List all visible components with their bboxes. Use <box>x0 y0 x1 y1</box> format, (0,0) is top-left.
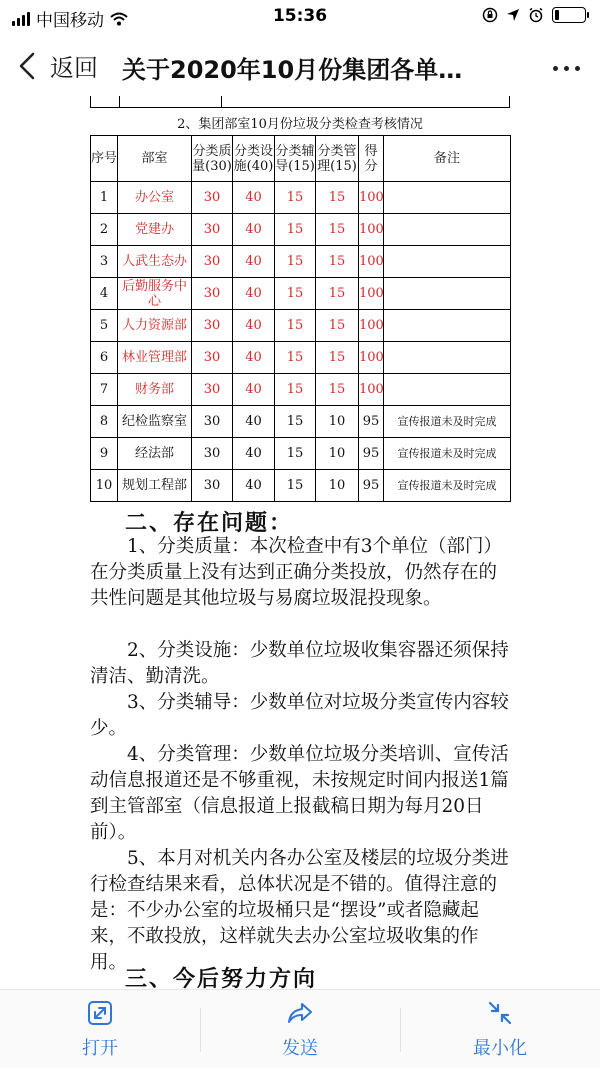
header-cell: 分类设施(40) <box>233 136 275 182</box>
row-number: 10 <box>91 470 118 502</box>
guidance-score: 15 <box>275 438 316 470</box>
previous-table-edge <box>90 96 510 108</box>
more-options-button[interactable] <box>553 66 580 71</box>
total-score: 100 <box>359 310 384 342</box>
facility-score: 40 <box>233 310 275 342</box>
quality-score: 30 <box>192 246 233 278</box>
facility-score: 40 <box>233 406 275 438</box>
toolbar-divider <box>200 1008 201 1052</box>
row-number: 8 <box>91 406 118 438</box>
alarm-icon <box>528 7 544 23</box>
toolbar-divider <box>400 1008 401 1052</box>
table-row <box>91 214 511 246</box>
facility-score: 40 <box>233 470 275 502</box>
back-button[interactable] <box>18 48 98 83</box>
facility-score: 40 <box>233 278 275 310</box>
document-view[interactable] <box>0 96 600 989</box>
paragraph: 1、分类质量：本次检查中有3个单位（部门）在分类质量上没有达到正确分类投放，仍然存在的共性问题是其他垃圾与易腐垃圾混投现象。 <box>90 536 503 609</box>
table-row <box>91 470 511 502</box>
share-arrow-icon <box>287 1000 313 1026</box>
table-row <box>91 246 511 278</box>
total-score: 100 <box>359 374 384 406</box>
orientation-lock-icon <box>482 7 498 23</box>
dept-name: 党建办 <box>118 214 192 246</box>
management-score: 15 <box>316 182 359 214</box>
guidance-score: 15 <box>275 182 316 214</box>
quality-score: 30 <box>192 278 233 310</box>
row-number: 6 <box>91 342 118 374</box>
guidance-score: 15 <box>275 406 316 438</box>
paragraph: 3、分类辅导：少数单位对垃圾分类宣传内容较少。 <box>90 692 509 739</box>
status-time: 15:36 <box>272 6 328 26</box>
back-label: 返回 <box>50 54 98 82</box>
battery-level <box>555 10 559 20</box>
status-bar <box>0 0 600 34</box>
dept-name: 人力资源部 <box>118 310 192 342</box>
guidance-score: 15 <box>275 214 316 246</box>
management-score: 10 <box>316 470 359 502</box>
quality-score: 30 <box>192 214 233 246</box>
table-row <box>91 182 511 214</box>
guidance-score: 15 <box>275 310 316 342</box>
facility-score: 40 <box>233 214 275 246</box>
dept-name: 规划工程部 <box>118 470 192 502</box>
header-cell: 分类辅导(15) <box>275 136 316 182</box>
guidance-score: 15 <box>275 342 316 374</box>
quality-score: 30 <box>192 438 233 470</box>
management-score: 15 <box>316 342 359 374</box>
quality-score: 30 <box>192 182 233 214</box>
remark: 宣传报道未及时完成 <box>384 470 511 502</box>
guidance-score: 15 <box>275 374 316 406</box>
guidance-score: 15 <box>275 470 316 502</box>
table-row <box>91 278 511 310</box>
header-cell: 备注 <box>384 136 511 182</box>
remark <box>384 214 511 246</box>
location-icon <box>506 8 520 22</box>
battery-icon <box>552 7 586 23</box>
total-score: 100 <box>359 182 384 214</box>
facility-score: 40 <box>233 374 275 406</box>
send-label: 发送 <box>282 1038 318 1059</box>
remark: 宣传报道未及时完成 <box>384 406 511 438</box>
page-title: 关于2020年10月份集团各单… <box>122 56 463 84</box>
dept-name: 经法部 <box>118 438 192 470</box>
management-score: 15 <box>316 246 359 278</box>
row-number: 2 <box>91 214 118 246</box>
dept-name: 后勤服务中心 <box>118 278 192 310</box>
table-header-row <box>91 136 511 182</box>
remark <box>384 374 511 406</box>
row-number: 7 <box>91 374 118 406</box>
table-row <box>91 374 511 406</box>
minimize-button[interactable] <box>430 990 570 1068</box>
table-caption: 2、集团部室10月份垃圾分类检查考核情况 <box>177 117 423 132</box>
section-heading-direction: 三、今后努力方向 <box>125 966 318 989</box>
paragraph: 2、分类设施：少数单位垃圾收集容器还须保持清洁、勤清洗。 <box>90 640 509 687</box>
row-number: 3 <box>91 246 118 278</box>
quality-score: 30 <box>192 374 233 406</box>
header-cell: 序号 <box>91 136 118 182</box>
facility-score: 40 <box>233 246 275 278</box>
inspection-table <box>90 135 511 502</box>
total-score: 100 <box>359 246 384 278</box>
table-row <box>91 406 511 438</box>
guidance-score: 15 <box>275 278 316 310</box>
total-score: 100 <box>359 278 384 310</box>
paragraph: 4、分类管理：少数单位垃圾分类培训、宣传活动信息报道还是不够重视，未按规定时间内报送1篇到主管部室（信息报道上报截稿日期为每月20日前）。 <box>90 744 509 843</box>
total-score: 95 <box>359 470 384 502</box>
row-number: 4 <box>91 278 118 310</box>
header-cell: 得分 <box>359 136 384 182</box>
guidance-score: 15 <box>275 246 316 278</box>
table-row <box>91 438 511 470</box>
row-number: 9 <box>91 438 118 470</box>
open-label: 打开 <box>82 1038 118 1059</box>
management-score: 15 <box>316 278 359 310</box>
facility-score: 40 <box>233 182 275 214</box>
carrier-name: 中国移动 <box>36 11 104 31</box>
management-score: 15 <box>316 310 359 342</box>
nav-bar <box>0 34 600 96</box>
facility-score: 40 <box>233 342 275 374</box>
quality-score: 30 <box>192 470 233 502</box>
row-number: 1 <box>91 182 118 214</box>
management-score: 10 <box>316 438 359 470</box>
remark <box>384 310 511 342</box>
dept-name: 办公室 <box>118 182 192 214</box>
header-cell: 分类质量(30) <box>192 136 233 182</box>
remark <box>384 278 511 310</box>
minimize-icon <box>487 1000 513 1026</box>
row-number: 5 <box>91 310 118 342</box>
minimize-label: 最小化 <box>473 1038 527 1059</box>
dept-name: 纪检监察室 <box>118 406 192 438</box>
remark <box>384 246 511 278</box>
total-score: 100 <box>359 214 384 246</box>
quality-score: 30 <box>192 342 233 374</box>
total-score: 95 <box>359 438 384 470</box>
paragraph: 5、本月对机关内各办公室及楼层的垃圾分类进行检查结果来看，总体状况是不错的。值得注意的是：不少办公室的垃圾桶只是“摆设”或者隐藏起来，不敢投放，这样就失去办公室垃圾收集的作用。 <box>90 848 509 973</box>
chevron-left-icon <box>18 51 36 81</box>
quality-score: 30 <box>192 310 233 342</box>
send-button[interactable] <box>230 990 370 1068</box>
remark: 宣传报道未及时完成 <box>384 438 511 470</box>
dept-name: 林业管理部 <box>118 342 192 374</box>
total-score: 100 <box>359 342 384 374</box>
total-score: 95 <box>359 406 384 438</box>
header-cell: 部室 <box>118 136 192 182</box>
dept-name: 人武生态办 <box>118 246 192 278</box>
bottom-toolbar <box>0 989 600 1068</box>
management-score: 15 <box>316 214 359 246</box>
header-cell: 分类管理(15) <box>316 136 359 182</box>
quality-score: 30 <box>192 406 233 438</box>
status-icons <box>482 7 586 23</box>
section-heading-problems: 二、存在问题： <box>125 510 294 536</box>
management-score: 10 <box>316 406 359 438</box>
open-button[interactable] <box>30 990 170 1068</box>
remark <box>384 182 511 214</box>
dept-name: 财务部 <box>118 374 192 406</box>
facility-score: 40 <box>233 438 275 470</box>
remark <box>384 342 511 374</box>
table-row <box>91 342 511 374</box>
management-score: 15 <box>316 374 359 406</box>
open-external-icon <box>87 1000 113 1026</box>
table-row <box>91 310 511 342</box>
